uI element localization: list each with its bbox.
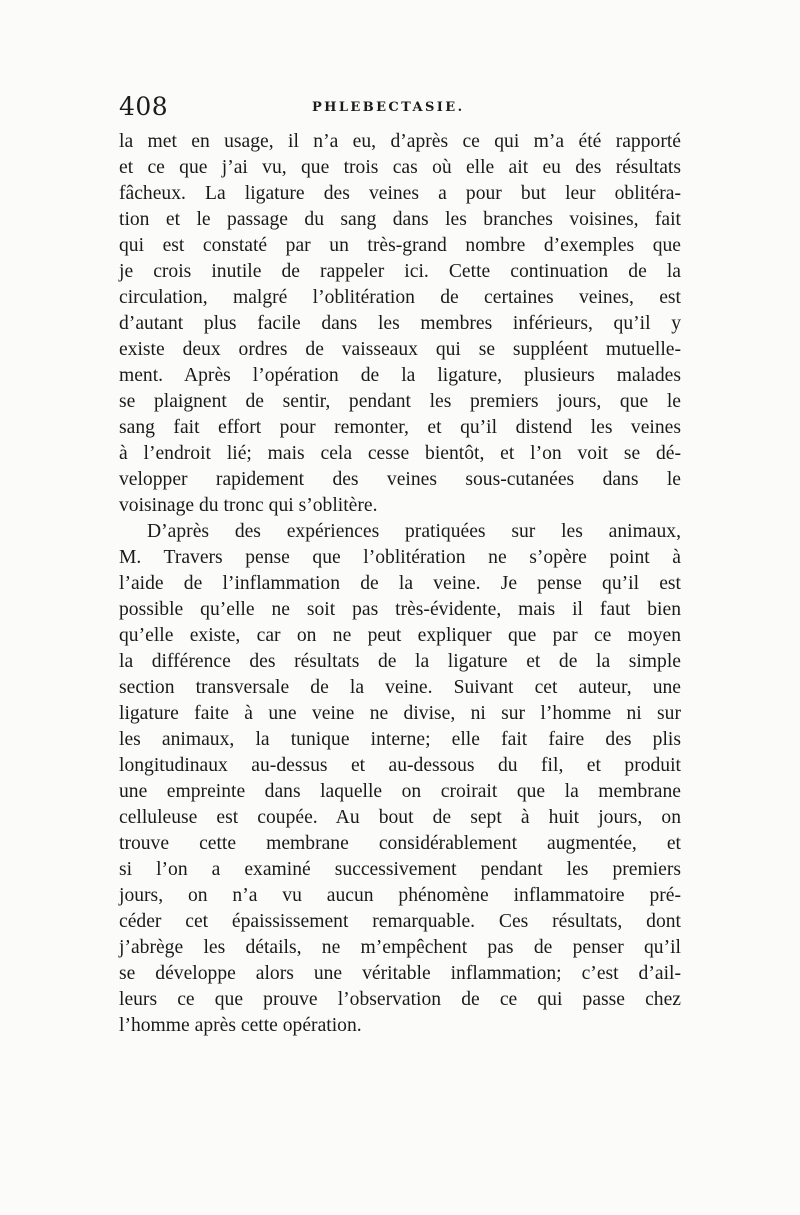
text-line: et ce que j’ai vu, que trois cas où elle ait eu des résultats xyxy=(119,157,681,178)
text-line: sang fait effort pour remonter, et qu’il distend les veines xyxy=(119,417,681,438)
text-line: section transversale de la veine. Suivant cet auteur, une xyxy=(119,677,681,698)
text-line: trouve cette membrane considérablement augmentée, et xyxy=(119,833,681,854)
page-number: 408 xyxy=(119,92,169,121)
text-line: circulation, malgré l’oblitération de certaines veines, est xyxy=(119,287,681,308)
text-line: la met en usage, il n’a eu, d’après ce qui m’a été rapporté xyxy=(119,131,681,152)
text-line: existe deux ordres de vaisseaux qui se suppléent mutuelle- xyxy=(119,339,681,360)
text-line: voisinage du tronc qui s’oblitère. xyxy=(119,495,378,516)
text-line: longitudinaux au-dessus et au-dessous du fil, et produit xyxy=(119,755,681,776)
text-line: l’homme après cette opération. xyxy=(119,1015,362,1036)
text-line: la différence des résultats de la ligature et de la simple xyxy=(119,651,681,672)
text-line: céder cet épaississement remarquable. Ces résultats, dont xyxy=(119,911,681,932)
text-line: je crois inutile de rappeler ici. Cette continuation de la xyxy=(119,261,681,282)
text-line: tion et le passage du sang dans les branches voisines, fait xyxy=(119,209,681,230)
text-line: ligature faite à une veine ne divise, ni sur l’homme ni sur xyxy=(119,703,681,724)
text-line: qu’elle existe, car on ne peut expliquer que par ce moyen xyxy=(119,625,681,646)
text-line: d’autant plus facile dans les membres inférieurs, qu’il y xyxy=(119,313,681,334)
paragraph-2 xyxy=(119,519,681,1039)
page-header xyxy=(119,92,684,128)
text-line: une empreinte dans laquelle on croirait que la membrane xyxy=(119,781,681,802)
paragraph-1 xyxy=(119,129,681,519)
text-line: se développe alors une véritable inflammation; c’est d’ail- xyxy=(119,963,681,984)
body-text xyxy=(119,129,681,1039)
running-title: PHLEBECTASIE. xyxy=(312,100,465,115)
text-line: possible qu’elle ne soit pas très-évidente, mais il faut bien xyxy=(119,599,681,620)
text-line: leurs ce que prouve l’observation de ce qui passe chez xyxy=(119,989,681,1010)
text-line: jours, on n’a vu aucun phénomène inflammatoire pré- xyxy=(119,885,681,906)
text-line: M. Travers pense que l’oblitération ne s’opère point à xyxy=(119,547,681,568)
text-line: celluleuse est coupée. Au bout de sept à huit jours, on xyxy=(119,807,681,828)
text-line: à l’endroit lié; mais cela cesse bientôt, et l’on voit se dé- xyxy=(119,443,681,464)
text-line: j’abrège les détails, ne m’empêchent pas de penser qu’il xyxy=(119,937,681,958)
text-line: D’après des expériences pratiquées sur les animaux, xyxy=(147,521,681,542)
text-line: qui est constaté par un très-grand nombre d’exemples que xyxy=(119,235,681,256)
text-line: velopper rapidement des veines sous-cutanées dans le xyxy=(119,469,681,490)
text-line: ment. Après l’opération de la ligature, plusieurs malades xyxy=(119,365,681,386)
text-line: se plaignent de sentir, pendant les premiers jours, que le xyxy=(119,391,681,412)
text-line: si l’on a examiné successivement pendant les premiers xyxy=(119,859,681,880)
text-line: l’aide de l’inflammation de la veine. Je pense qu’il est xyxy=(119,573,681,594)
text-line: les animaux, la tunique interne; elle fait faire des plis xyxy=(119,729,681,750)
text-line: fâcheux. La ligature des veines a pour but leur oblitéra- xyxy=(119,183,681,204)
